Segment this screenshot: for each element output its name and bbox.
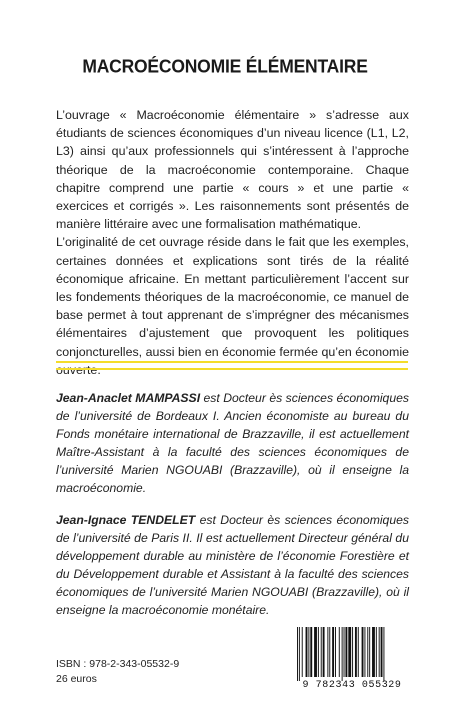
- barcode-bar: [348, 627, 351, 677]
- book-description: [56, 106, 409, 379]
- barcode-bar: [335, 627, 336, 677]
- barcode-bar: [367, 627, 368, 677]
- author-bio-text-1: est Docteur ès sciences économiques de l’université de Bordeaux I. Ancien économiste au bureau du Fonds monétaire international de Brazzaville, il est actuellement Maître-Assistant à la faculté des sciences économiques de l’université Marien NGOUABI (Brazzaville), où il enseigne la macroéconomie.: [56, 391, 409, 495]
- barcode-bar: [379, 627, 380, 677]
- author-bio-text-2: est Docteur ès sciences économiques de l’université de Paris II. Il est actuellement Directeur général du développement durable au ministère de l’économie Forestière et du Développement durable et Assistant à la faculté des sciences économiques de l’université Marien NGOUABI (Brazzaville), où il enseigne la macroéconomie monétaire.: [56, 513, 409, 617]
- barcode-bar: [318, 627, 319, 677]
- barcode-bar: [306, 627, 308, 677]
- barcode-bar: [344, 627, 345, 677]
- barcode-digits: 9 782343 055329: [302, 680, 402, 691]
- barcode-bar: [364, 627, 365, 677]
- barcode-bar: [339, 627, 340, 677]
- barcode-bar: [362, 627, 364, 677]
- description-paragraph-2: L’originalité de cet ouvrage réside dans le fait que les exemples, certaines données et explications sont tirés de la réalité économique africaine. En mettant particulièrement l’accent sur les fondements théoriques de la macroéconomie, ce manuel de base permet à tout apprenant de s’imprégner des mécanismes élémentaires d’ajustement que provoquent les politiques conjoncturelles, aussi bien en économie fermée qu’en économie: [56, 235, 409, 359]
- barcode-bar: [381, 627, 383, 677]
- barcode-bar: [345, 627, 347, 677]
- price: 26 euros: [56, 673, 97, 685]
- barcode-bar: [372, 627, 375, 677]
- barcode-bar: [376, 627, 377, 677]
- barcode-bar: [299, 627, 300, 681]
- barcode-bar: [352, 627, 353, 677]
- book-title: MACROÉCONOMIE ÉLÉMENTAIRE: [82, 55, 368, 77]
- barcode-bars: [293, 627, 411, 681]
- barcode-bar: [327, 627, 328, 677]
- barcode-bar: [297, 627, 298, 681]
- divider-rule-bottom: [56, 368, 408, 370]
- barcode-bar: [302, 627, 303, 677]
- barcode-bar: [314, 627, 317, 677]
- barcode-bar: [342, 627, 343, 681]
- barcode-bar: [321, 627, 322, 677]
- barcode-bar: [358, 627, 359, 677]
- barcode-bar: [308, 627, 309, 677]
- barcode-bar: [323, 627, 325, 677]
- author-bio-1: [56, 389, 409, 497]
- divider-rule-top: [56, 361, 408, 363]
- barcode-bar: [369, 627, 370, 677]
- barcode-bar: [355, 627, 357, 677]
- barcode: [293, 627, 411, 691]
- barcode-bar: [332, 627, 334, 677]
- barcode-bar: [383, 627, 384, 681]
- barcode-bar: [310, 627, 312, 677]
- isbn-block: [56, 657, 179, 687]
- isbn-number: ISBN : 978-2-343-05532-9: [56, 658, 180, 670]
- author-name-2: Jean-Ignace TENDELET: [56, 513, 196, 527]
- author-name-1: Jean-Anaclet MAMPASSI: [56, 391, 201, 405]
- author-bios: [56, 389, 409, 633]
- description-paragraph-1: L’ouvrage « Macroéconomie élémentaire » s’adresse aux étudiants de sciences économiques d’un niveau licence (L1, L2, L3) ainsi qu’aux professionnels qui s’intéressent à l’approche théorique de la macroéconomie contemporaine. Chaque chapitre comprend une partie « cours » et une partie « exercices et corrigés ». Les raisonnements sont présentés de manière littéraire avec une formalisation mathématique.: [56, 108, 409, 232]
- author-bio-2: [56, 511, 409, 619]
- barcode-bar: [329, 627, 330, 677]
